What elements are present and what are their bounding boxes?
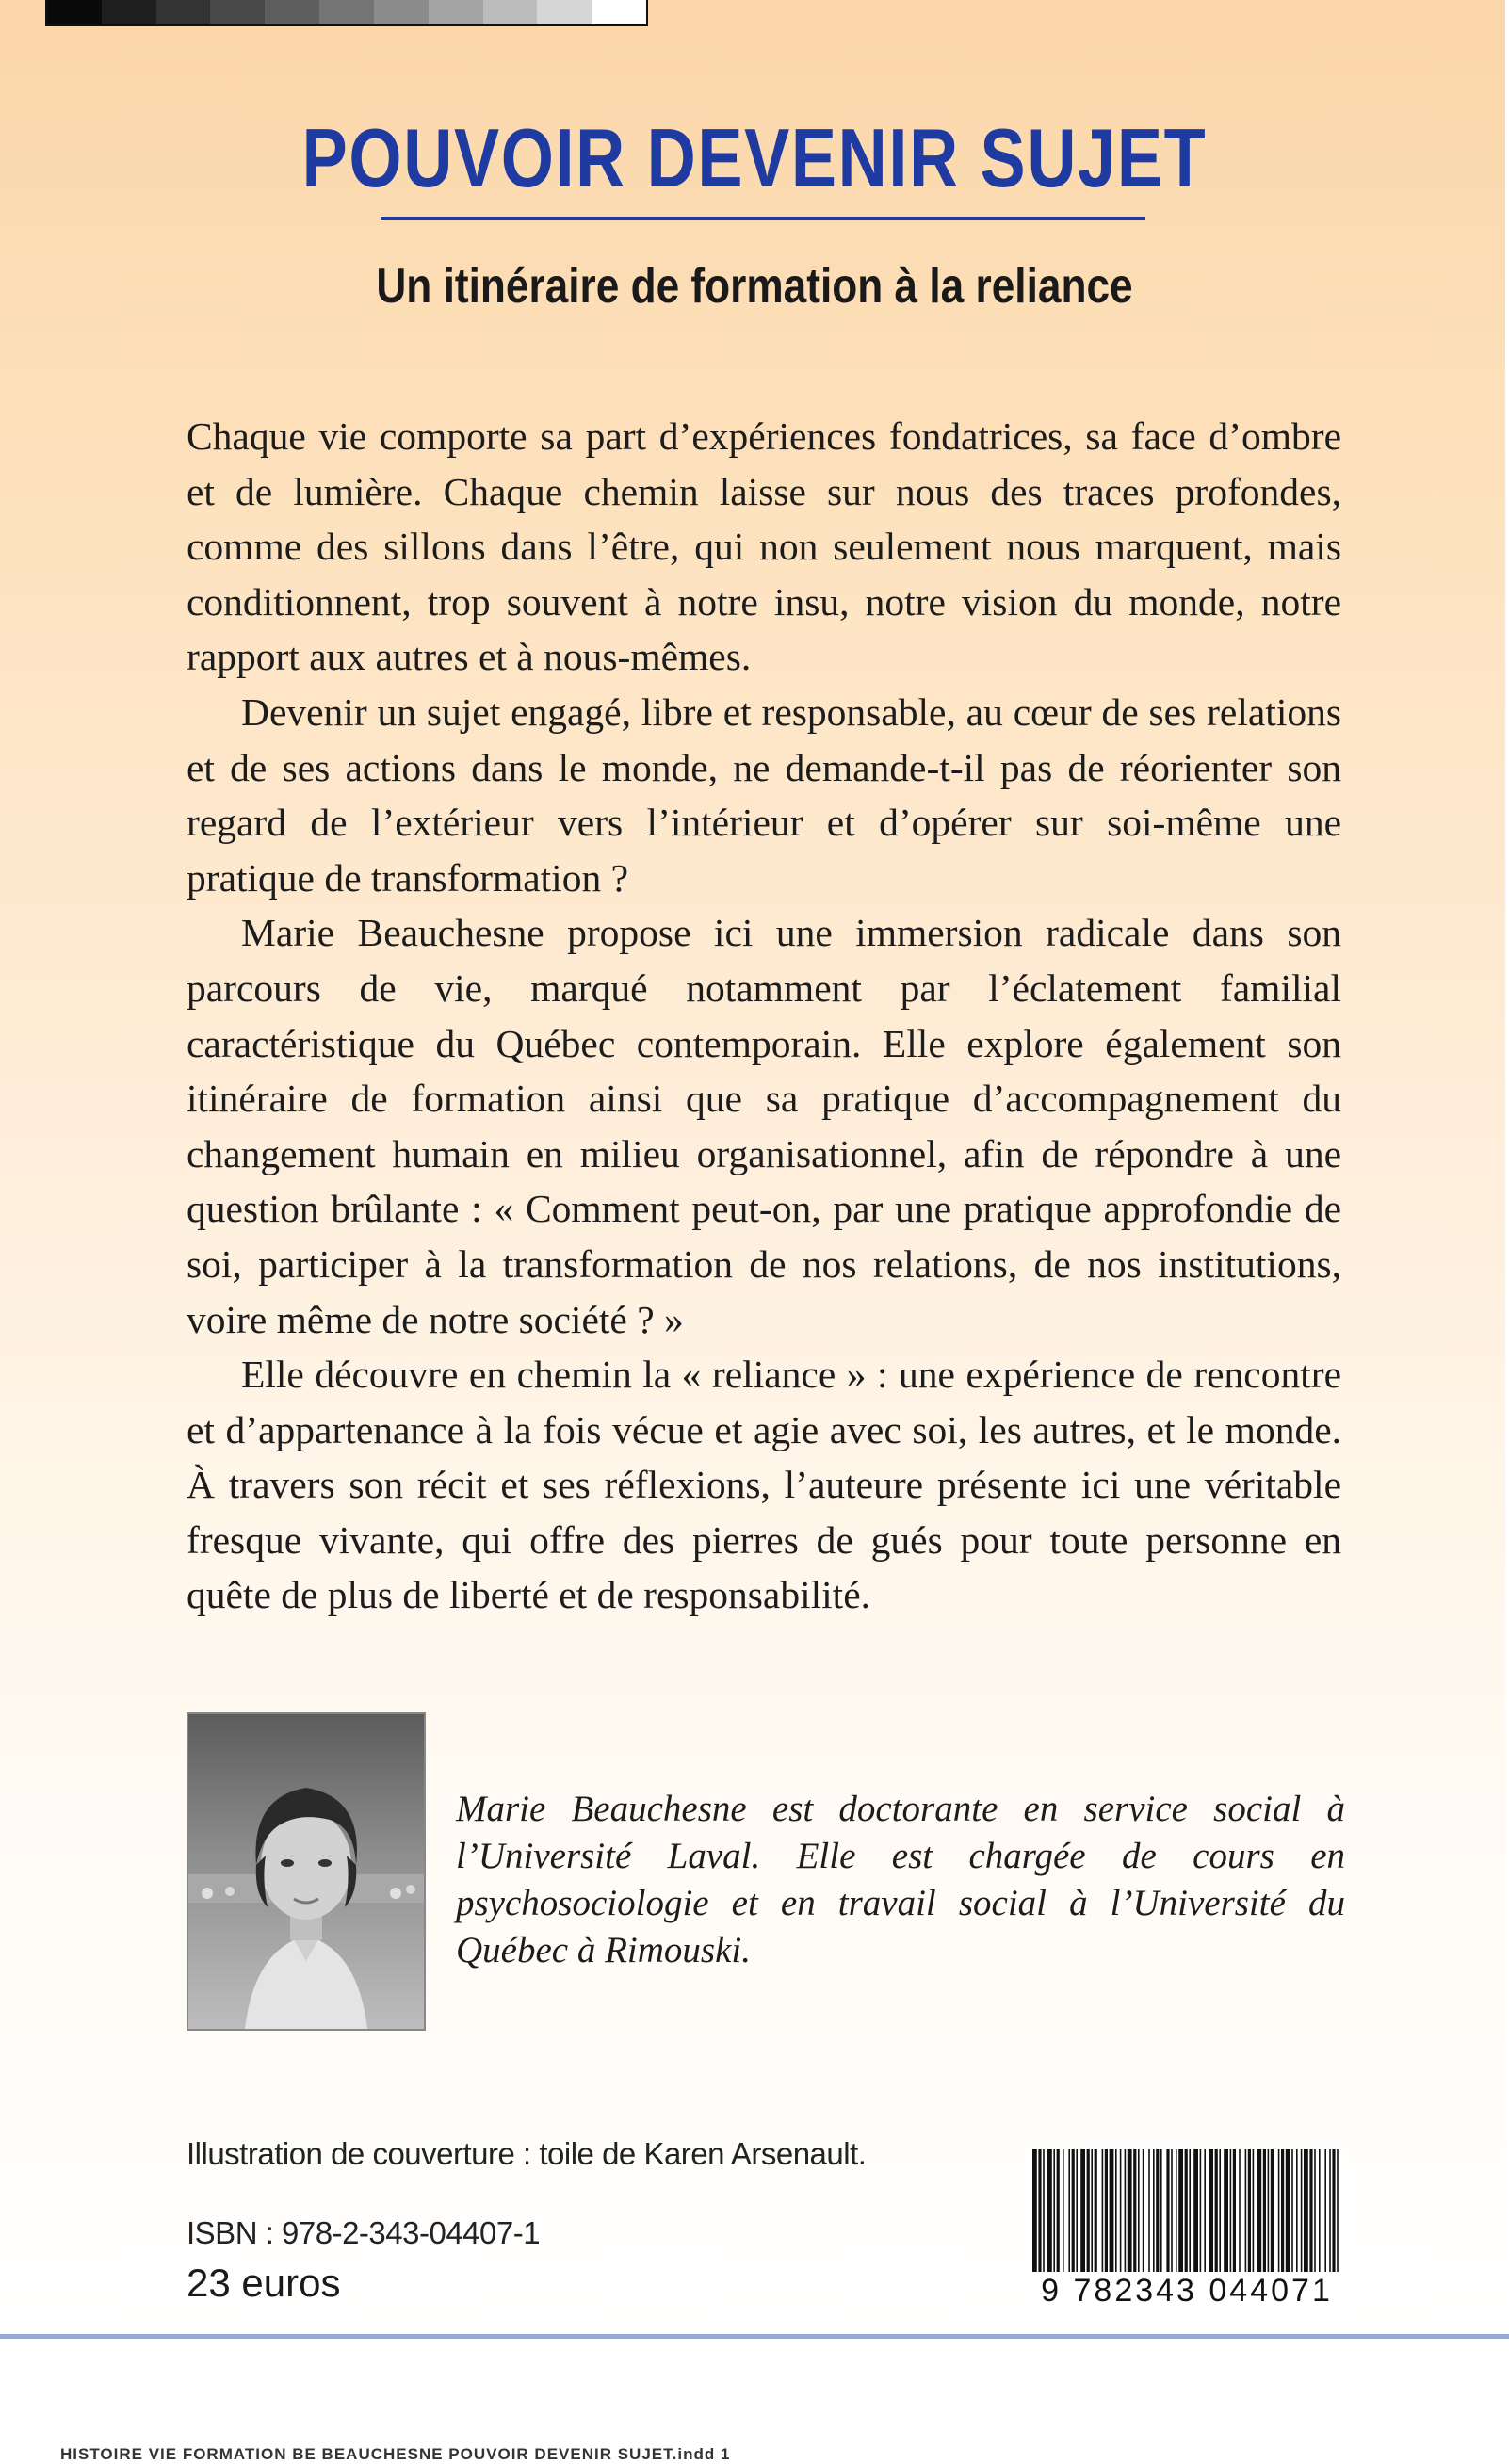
barcode-bar [1110, 2149, 1114, 2272]
barcode-bar [1239, 2149, 1241, 2272]
cover-bottom-rule [0, 2334, 1509, 2339]
blurb-paragraph: Chaque vie comporte sa part d’expériences fondatrices, sa face d’ombre et de lumière. Chaque chemin laisse sur nous des traces profondes, comme des sillons dans l’être, qui non seulement nous marquent, mais conditionnent, trop souvent à notre insu, notre vision du monde, notre rapport aux autres et à nous-mêmes. [187, 414, 1341, 679]
barcode-bar [1095, 2149, 1097, 2272]
isbn: ISBN : 978-2-343-04407-1 [187, 2215, 541, 2250]
barcode-bar [1171, 2149, 1173, 2272]
barcode-bar [1043, 2149, 1045, 2272]
barcode-bar [1329, 2149, 1331, 2272]
barcode-bar [1189, 2149, 1191, 2272]
barcode-bar [1105, 2149, 1108, 2272]
barcode-bar [1304, 2149, 1308, 2272]
barcode-bar [1337, 2149, 1339, 2272]
barcode-bar [1153, 2149, 1155, 2272]
barcode-bar [1248, 2149, 1251, 2272]
barcode-bar [1125, 2149, 1127, 2272]
barcode-bar [1332, 2149, 1335, 2272]
barcode-bar [1319, 2149, 1321, 2272]
barcode-bar [1245, 2149, 1247, 2272]
barcode-bar [1257, 2149, 1261, 2272]
barcode-bar [1263, 2149, 1266, 2272]
barcode-bar [1128, 2149, 1132, 2272]
barcode-bar [1301, 2149, 1303, 2272]
barcode-bar [1286, 2149, 1290, 2272]
barcode-digits: 9 782343 044071 [1023, 2272, 1351, 2310]
barcode-bar [1160, 2149, 1162, 2272]
barcode-bar [1047, 2149, 1052, 2272]
blurb-paragraph: Devenir un sujet engagé, libre et responsable, au cœur de ses relations et de ses actions dans le monde, ne demande-t-il pas de réorienter son regard de l’extérieur vers l’intérieur et d’opérer sur soi-même une pratique de transformation ? [187, 689, 1341, 900]
blurb-text [187, 409, 1341, 1623]
price: 23 euros [187, 2261, 341, 2305]
barcode-bar [1057, 2149, 1060, 2272]
barcode-bar [1230, 2149, 1232, 2272]
page-margin [1505, 0, 1509, 2336]
barcode-bar [1268, 2149, 1270, 2272]
barcode-bar [1102, 2149, 1104, 2272]
barcode-bar [1032, 2149, 1037, 2272]
barcode-bar [1219, 2149, 1221, 2272]
barcode-bar [1200, 2149, 1202, 2272]
author-bio: Marie Beauchesne est doctorante en service social à l’Université Laval. Elle est chargée de cours en psychosociologie et en travail social à l’Université du Québec à Rimouski. [456, 1789, 1345, 1970]
barcode-bar [1091, 2149, 1093, 2272]
print-slug: HISTOIRE VIE FORMATION BE BEAUCHESNE POUVOIR DEVENIR SUJET.indd 1 [60, 2445, 731, 2463]
barcode-bar [1193, 2149, 1198, 2272]
author-photo [187, 1712, 426, 2031]
barcode-bar [1209, 2149, 1213, 2272]
barcode-bar [1176, 2149, 1177, 2272]
barcode-bar [1156, 2149, 1159, 2272]
blurb-paragraph: Elle découvre en chemin la « reliance » : une expérience de rencontre et d’appartenance à la fois vécue et agie avec soi, les autres, et le monde. À travers son récit et ses réflexions, l’auteure présente ici une véritable fresque vivante, qui offre des pierres de gués pour toute personne en quête de plus de liberté et de responsabilité. [187, 1353, 1341, 1617]
barcode-bar [1087, 2149, 1090, 2272]
title-underline [381, 217, 1145, 220]
barcode-bar [1271, 2149, 1274, 2272]
barcode-bar [1148, 2149, 1150, 2272]
barcode-bar [1038, 2149, 1041, 2272]
barcode-bar [1115, 2149, 1117, 2272]
barcode-bar [1166, 2149, 1169, 2272]
barcode-bar [1224, 2149, 1228, 2272]
barcode-bar [1068, 2149, 1070, 2272]
barcode-bar [1143, 2149, 1144, 2272]
barcode-bar [1072, 2149, 1075, 2272]
barcode-bar [1185, 2149, 1188, 2272]
barcode-bar [1324, 2149, 1326, 2272]
barcode-bar [1281, 2149, 1284, 2272]
barcode-bar [1080, 2149, 1085, 2272]
barcode-bar [1063, 2149, 1064, 2272]
book-title: POUVOIR DEVENIR SUJET [301, 111, 1208, 204]
barcode-bar [1233, 2149, 1236, 2272]
barcode-bar [1204, 2149, 1206, 2272]
barcode-bar [1309, 2149, 1312, 2272]
cover-credit: Illustration de couverture : toile de Karen Arsenault. [187, 2136, 867, 2171]
barcode-bar [1291, 2149, 1293, 2272]
barcode-bar [1296, 2149, 1298, 2272]
barcode-bar [1133, 2149, 1136, 2272]
barcode-bar [1138, 2149, 1140, 2272]
color-calibration-strip [45, 0, 648, 26]
barcode-bar [1178, 2149, 1183, 2272]
barcode-bar [1120, 2149, 1122, 2272]
barcode-bar [1278, 2149, 1280, 2272]
barcode-bar [1314, 2149, 1316, 2272]
barcode-bar [1076, 2149, 1078, 2272]
barcode-bar [1253, 2149, 1255, 2272]
blurb-paragraph: Marie Beauchesne propose ici une immersion radicale dans son parcours de vie, marqué notamment par l’éclatement familial caractéristique du Québec contemporain. Elle explore également son itinéraire de formation ainsi que sa pratique d’accompagnement du changement humain en milieu organisationnel, afin de répondre à une question brûlante : « Comment peut-on, par une pratique approfondie de soi, participer à la transformation de nos relations, de nos institutions, voire même de notre société ? » [187, 911, 1341, 1341]
barcode-bar [1053, 2149, 1055, 2272]
barcode-bar [1215, 2149, 1218, 2272]
book-subtitle: Un itinéraire de formation à la reliance [376, 259, 1133, 314]
